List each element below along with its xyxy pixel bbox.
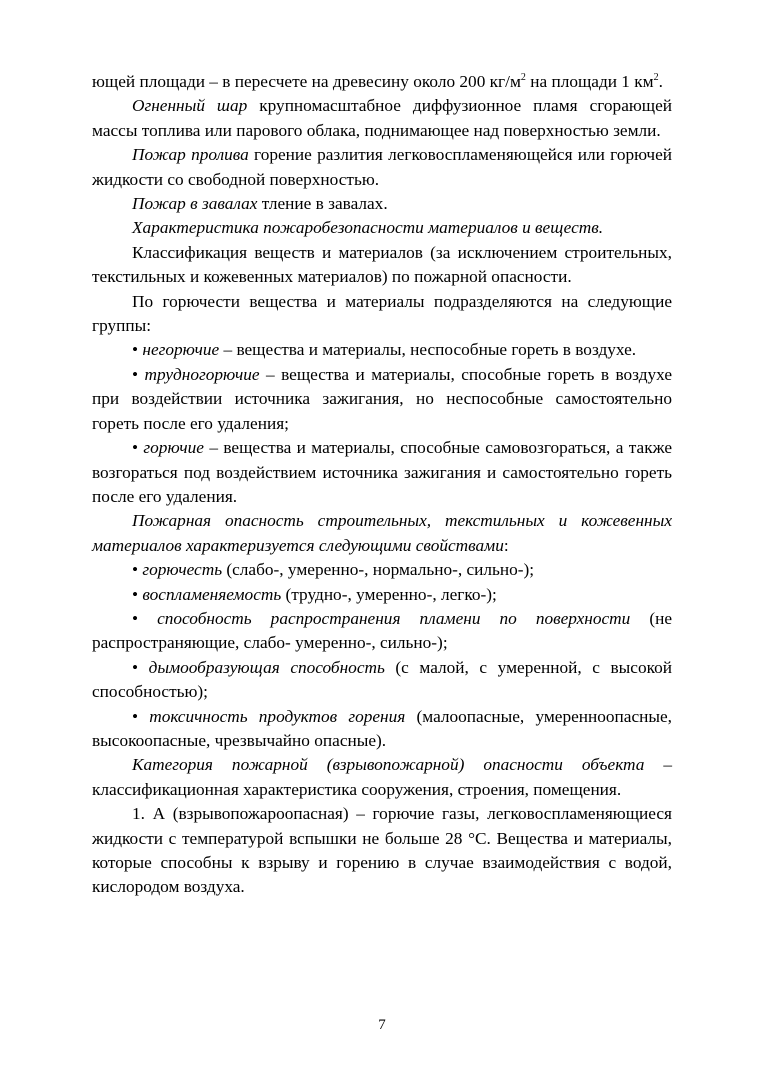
document-body	[92, 70, 672, 900]
paragraph-spill-fire: Пожар пролива горение разлития легковоспламеняющейся или горючей жидкости со свободной поверхностью.	[92, 145, 672, 189]
paragraph-fireball: Огненный шар крупномасштабное диффузионное пламя сгорающей массы топлива или парового облака, поднимающее над поверхностью земли.	[92, 96, 672, 140]
paragraph-properties-intro: Пожарная опасность строительных, текстильных и кожевенных материалов характеризуется следующими свойствами:	[92, 511, 672, 555]
list-item-smoke: • дымообразующая способность (с малой, с умеренной, с высокой способностью);	[92, 656, 672, 705]
paragraph-rubble-fire: Пожар в завалах тление в завалах.	[132, 194, 388, 214]
list-item-flammability: • воспламеняемость (трудно-, умеренно-, легко-);	[92, 583, 672, 607]
list-item-flame-spread: • способность распространения пламени по поверхности (не распространяющие, слабо- умеренно-, сильно-);	[92, 607, 672, 656]
list-item-noncombustible: • негорючие – вещества и материалы, неспособные гореть в воздухе.	[92, 338, 672, 362]
list-item-low-combustible: • трудногорючие – вещества и материалы, способные гореть в воздухе при воздействии источника зажигания, но неспособные самостоятельно гореть после его удаления;	[92, 363, 672, 436]
list-item-combustibility: • горючесть (слабо-, умеренно-, нормально-, сильно-);	[92, 558, 672, 582]
paragraph-area-load: ющей площади – в пересчете на древесину около 200 $кг/м^2$ на площади 1 $км^2$.	[92, 72, 663, 91]
paragraph-category-a: 1. А (взрывопожароопасная) – горючие газы, легковоспламеняющиеся жидкости с температурой вспышки не больше 28 °С. Вещества и материалы, которые способны к взрыву и горению в случае взаимодействия с водой, кислородом воздуха.	[92, 804, 672, 897]
paragraph-groups-intro: По горючести вещества и материалы подразделяются на следующие группы:	[92, 291, 672, 336]
paragraph-category: Категория пожарной (взрывопожарной) опасности объекта – классификационная характеристика сооружения, строения, помещения.	[92, 755, 672, 799]
paragraph-classification: Классификация веществ и материалов (за исключением строительных, текстильных и кожевенных материалов) по пожарной опасности.	[92, 242, 672, 287]
list-item-toxicity: • токсичность продуктов горения (малоопасные, умеренноопасные, высокоопасные, чрезвычайно опасные).	[92, 705, 672, 754]
section-heading: Характеристика пожаробезопасности материалов и веществ.	[132, 218, 604, 238]
list-item-combustible: • горючие – вещества и материалы, способные самовозгораться, а также возгораться под воздействием источника зажигания и самостоятельно гореть после его удаления.	[92, 436, 672, 509]
page-number: 7	[378, 1017, 386, 1033]
